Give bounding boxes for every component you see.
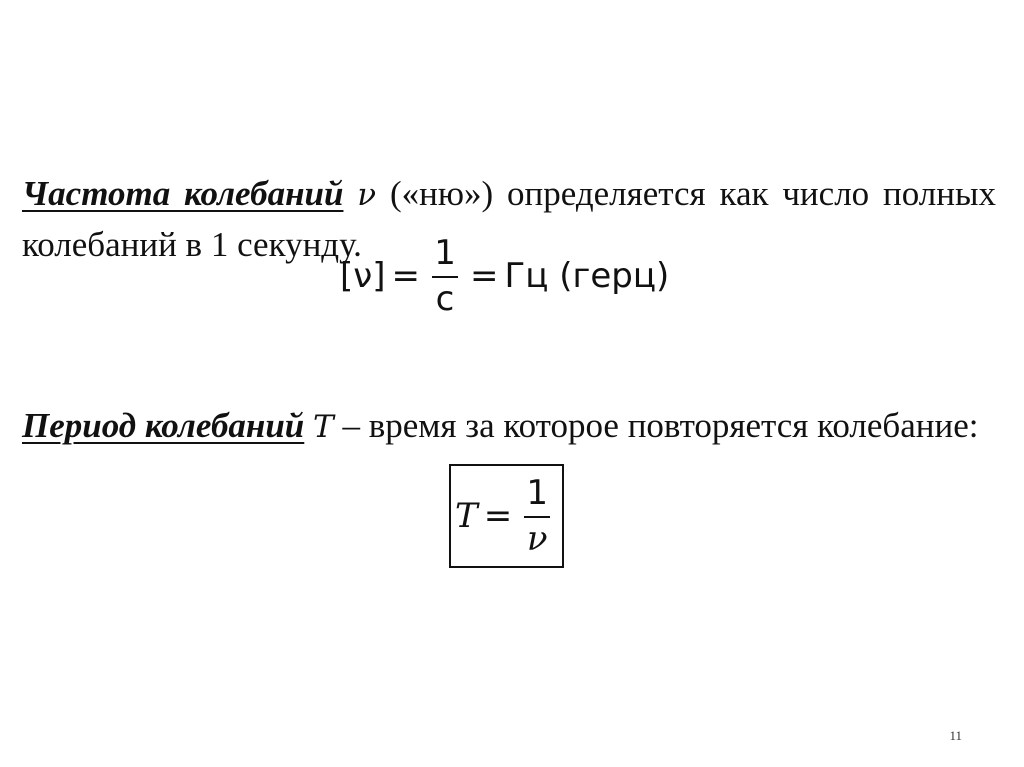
formula1-lhs: [ν] (340, 256, 386, 296)
formula1-equals-2: = (470, 256, 499, 296)
formula1-rhs: Гц (герц) (504, 256, 670, 296)
frequency-symbol: ν (357, 177, 377, 213)
formula1-numerator: 1 (434, 233, 456, 273)
formula2-equals: = (483, 496, 513, 536)
frequency-definition-text: («ню») определяется как число полных колебаний в 1 секунду. (22, 174, 996, 264)
frequency-unit-formula (340, 228, 669, 324)
page-number: 11 (949, 728, 962, 743)
period-formula (455, 468, 556, 564)
formula2-numerator: 1 (526, 473, 548, 513)
formula2-denominator: ν (526, 519, 548, 559)
period-symbol: T (313, 409, 334, 445)
period-definition-text: – время за которое повторяется колебание: (342, 406, 979, 445)
formula2-fraction (524, 473, 550, 559)
frequency-term: Частота колебаний (22, 174, 344, 213)
formula1-equals-1: = (391, 256, 421, 296)
formula1-denominator: с (435, 279, 455, 319)
formula2-lhs: T (455, 496, 478, 536)
period-definition (22, 401, 996, 452)
period-term: Период колебаний (22, 406, 305, 445)
formula1-fraction (432, 233, 458, 319)
